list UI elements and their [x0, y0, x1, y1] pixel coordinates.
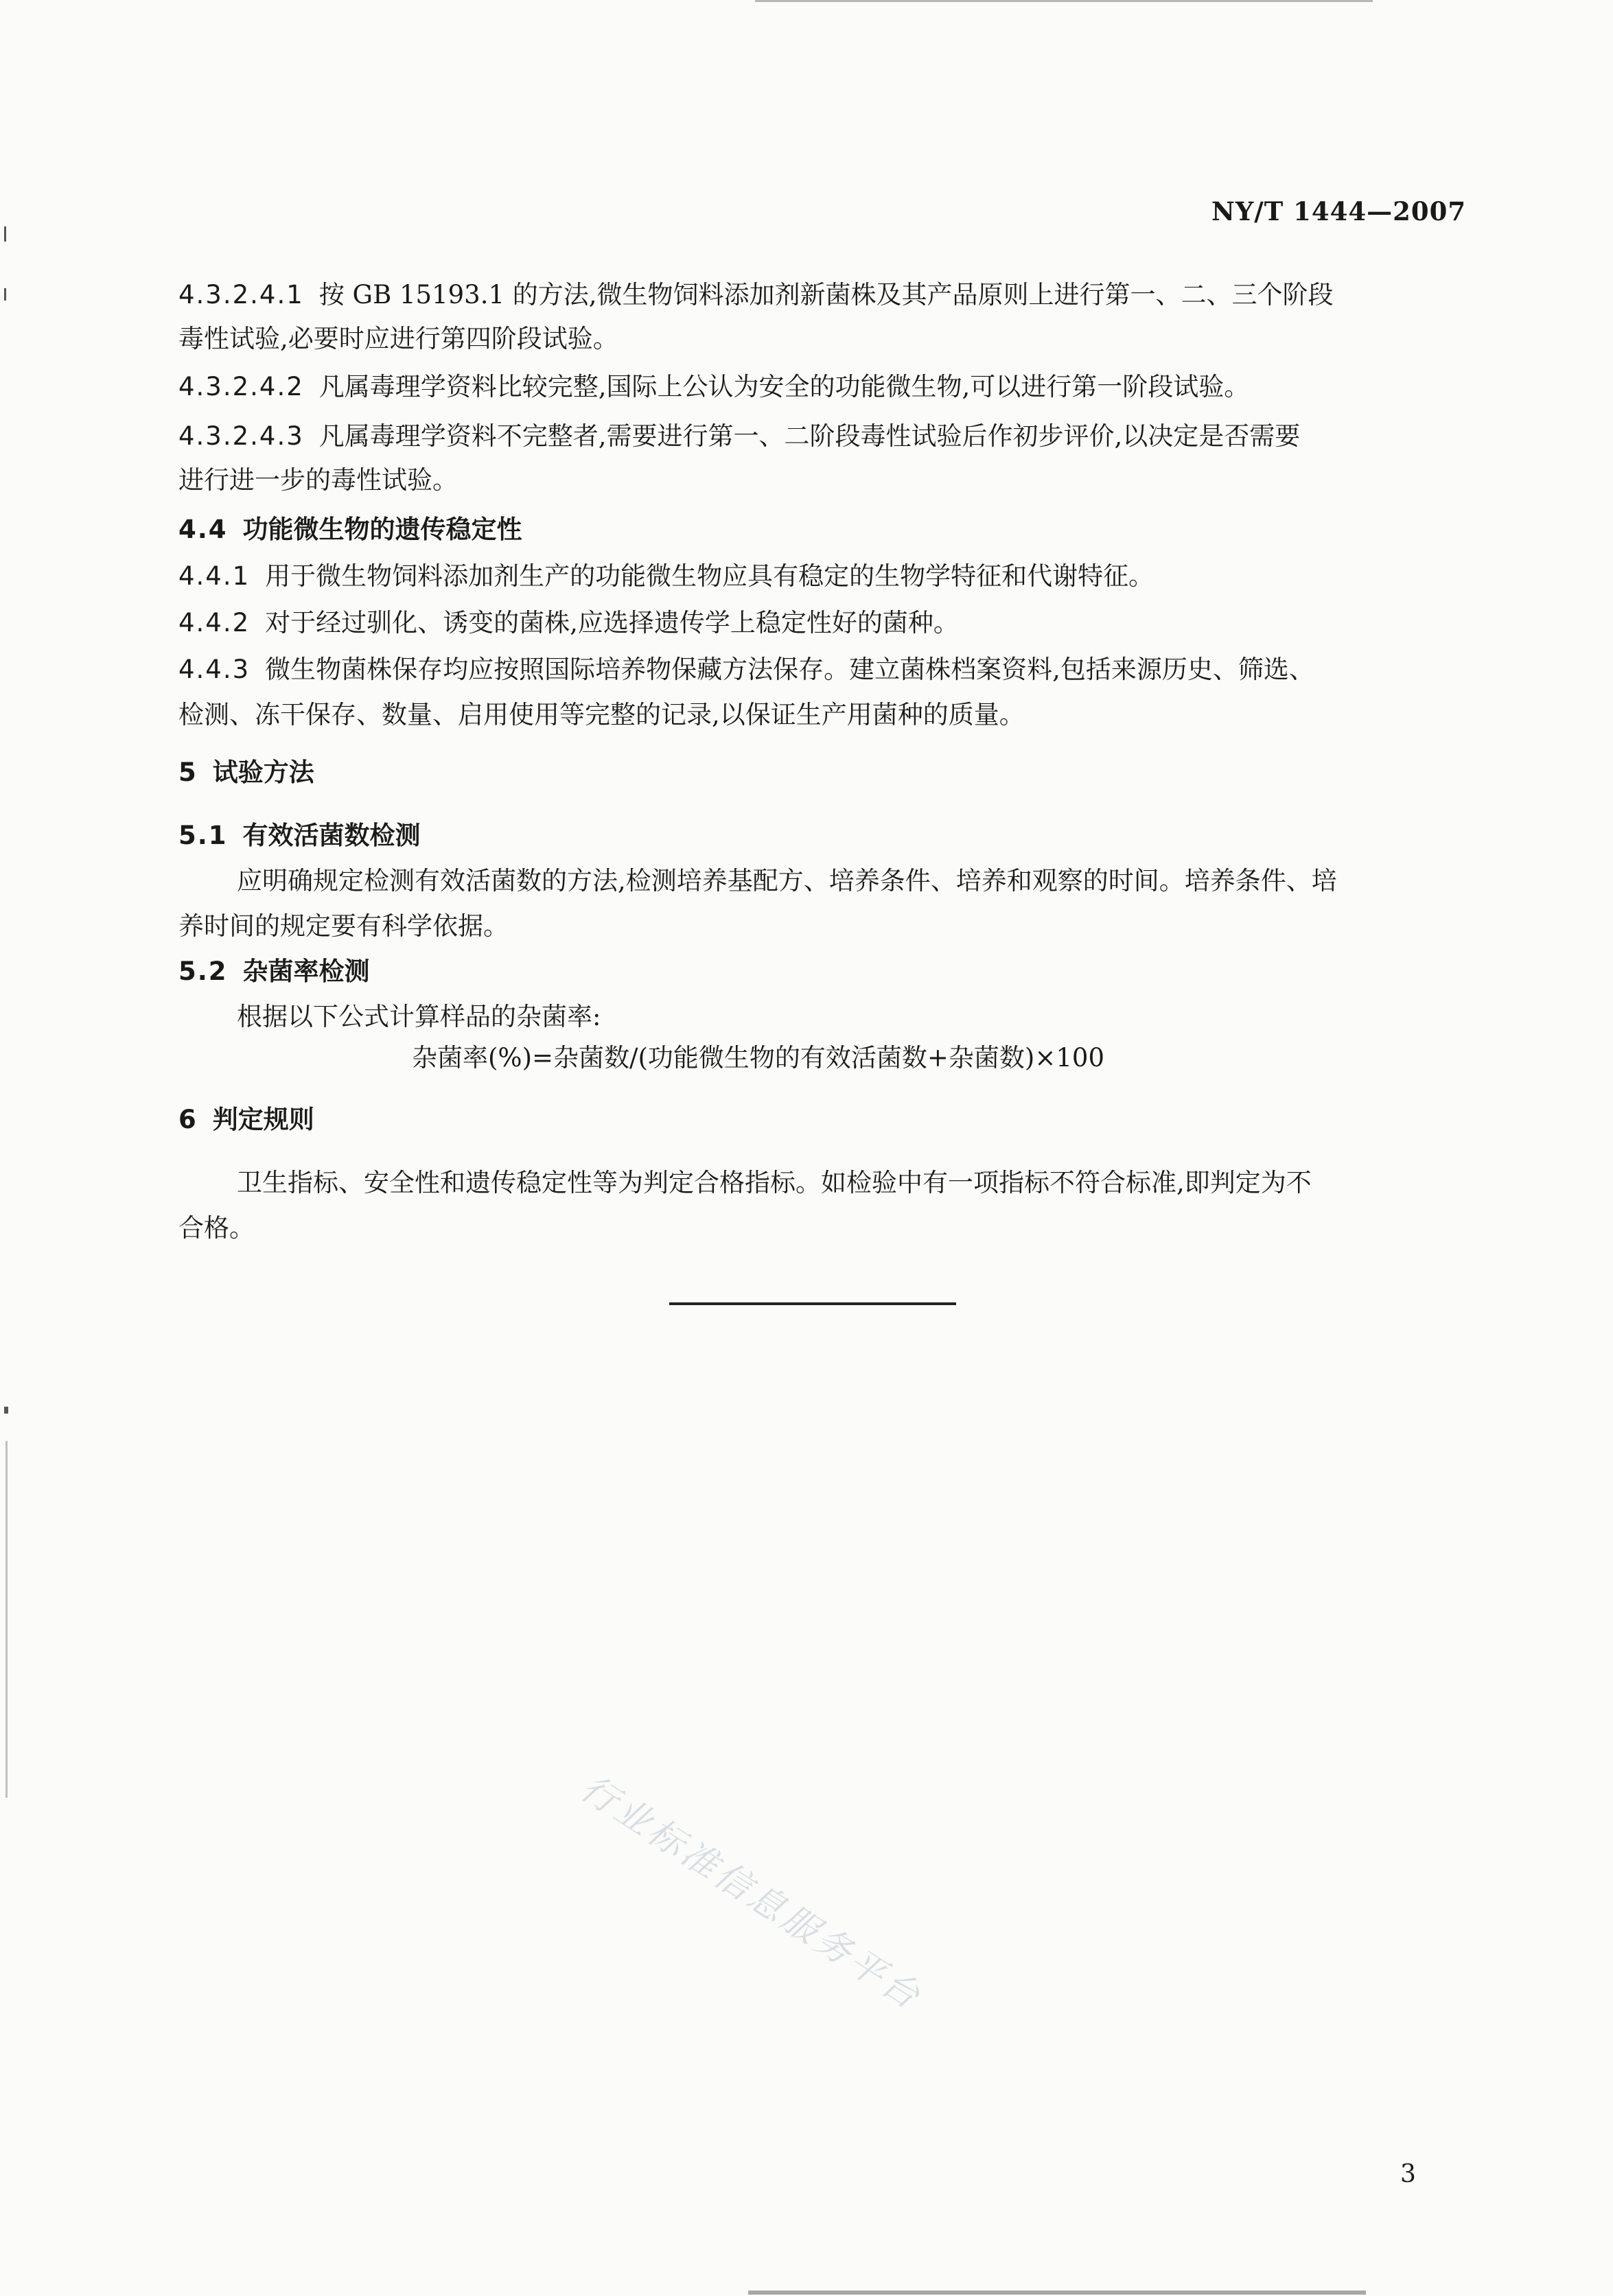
clause-4-3-2-4-3: [178, 413, 1300, 460]
section-6-text-cont: 合格。: [178, 1213, 255, 1243]
section-6-heading: [178, 1097, 314, 1143]
clause-number: 4.4.1: [178, 561, 251, 591]
section-title: 判定规则: [212, 1105, 314, 1134]
section-title: 试验方法: [212, 758, 314, 787]
formula: 杂菌率(%)=杂菌数/(功能微生物的有效活菌数+杂菌数)×100: [412, 1043, 1104, 1073]
scan-mark: [748, 2291, 1366, 2295]
clause-number: 4.3.2.4.2: [178, 372, 304, 401]
clause-number: 4.3.2.4.3: [178, 421, 304, 451]
clause-4-3-2-4-1: [178, 272, 1334, 318]
section-number: 5.1: [178, 821, 228, 850]
section-number: 5.2: [178, 957, 228, 986]
clause-text: 按 GB 15193.1 的方法,微生物饲料添加剂新菌株及其产品原则上进行第一、二、三个阶段: [318, 280, 1334, 309]
clause-4-3-2-4-2: [178, 364, 1249, 410]
clause-4-4-3-cont: 检测、冻干保存、数量、启用使用等完整的记录,以保证生产用菌种的质量。: [178, 700, 1025, 729]
clause-number: 4.3.2.4.1: [178, 280, 304, 309]
clause-4-3-2-4-1-cont: 毒性试验,必要时应进行第四阶段试验。: [178, 324, 618, 353]
formula-intro: 根据以下公式计算样品的杂菌率:: [237, 1002, 601, 1031]
clause-text: 对于经过驯化、诱变的菌株,应选择遗传学上稳定性好的菌种。: [265, 608, 959, 637]
watermark: 行业标准信息服务平台: [573, 1767, 930, 2019]
clause-4-4-3: [178, 646, 1314, 693]
section-title: 有效活菌数检测: [242, 821, 421, 850]
scan-mark: [755, 0, 1373, 2]
clause-4-4-2: [178, 600, 959, 646]
clause-text: 微生物菌株保存均应按照国际培养物保藏方法保存。建立菌株档案资料,包括来源历史、筛选、: [265, 655, 1314, 684]
section-number: 4.4: [178, 515, 228, 544]
clause-4-4-1: [178, 553, 1154, 600]
section-title: 杂菌率检测: [242, 957, 370, 986]
section-5-1-text-cont: 养时间的规定要有科学依据。: [178, 911, 509, 941]
end-rule: [669, 1302, 956, 1305]
scan-mark: [4, 288, 6, 301]
clause-number: 4.4.3: [178, 655, 251, 684]
clause-text: 凡属毒理学资料不完整者,需要进行第一、二阶段毒性试验后作初步评价,以决定是否需要: [318, 421, 1301, 451]
scan-mark: [4, 226, 6, 242]
section-5-heading: [178, 749, 314, 796]
section-5-2-heading: [178, 948, 370, 995]
clause-number: 4.4.2: [178, 608, 251, 637]
page-number: 3: [1400, 2160, 1416, 2188]
section-number: 5: [178, 758, 198, 787]
clause-4-3-2-4-3-cont: 进行进一步的毒性试验。: [178, 465, 458, 495]
section-4-4-heading: [178, 506, 522, 553]
clause-text: 凡属毒理学资料比较完整,国际上公认为安全的功能微生物,可以进行第一阶段试验。: [318, 372, 1250, 401]
section-5-1-heading: [178, 812, 421, 859]
scan-mark: [5, 1441, 8, 1798]
section-6-text: 卫生指标、安全性和遗传稳定性等为判定合格指标。如检验中有一项指标不符合标准,即判定为不: [237, 1168, 1312, 1197]
section-number: 6: [178, 1105, 198, 1134]
clause-text: 用于微生物饲料添加剂生产的功能微生物应具有稳定的生物学特征和代谢特征。: [265, 561, 1154, 591]
scan-mark: [4, 1407, 8, 1414]
section-5-1-text: 应明确规定检测有效活菌数的方法,检测培养基配方、培养条件、培养和观察的时间。培养条件、培: [237, 866, 1337, 895]
standard-code: NY/T 1444—2007: [1211, 196, 1467, 226]
section-title: 功能微生物的遗传稳定性: [242, 515, 522, 544]
